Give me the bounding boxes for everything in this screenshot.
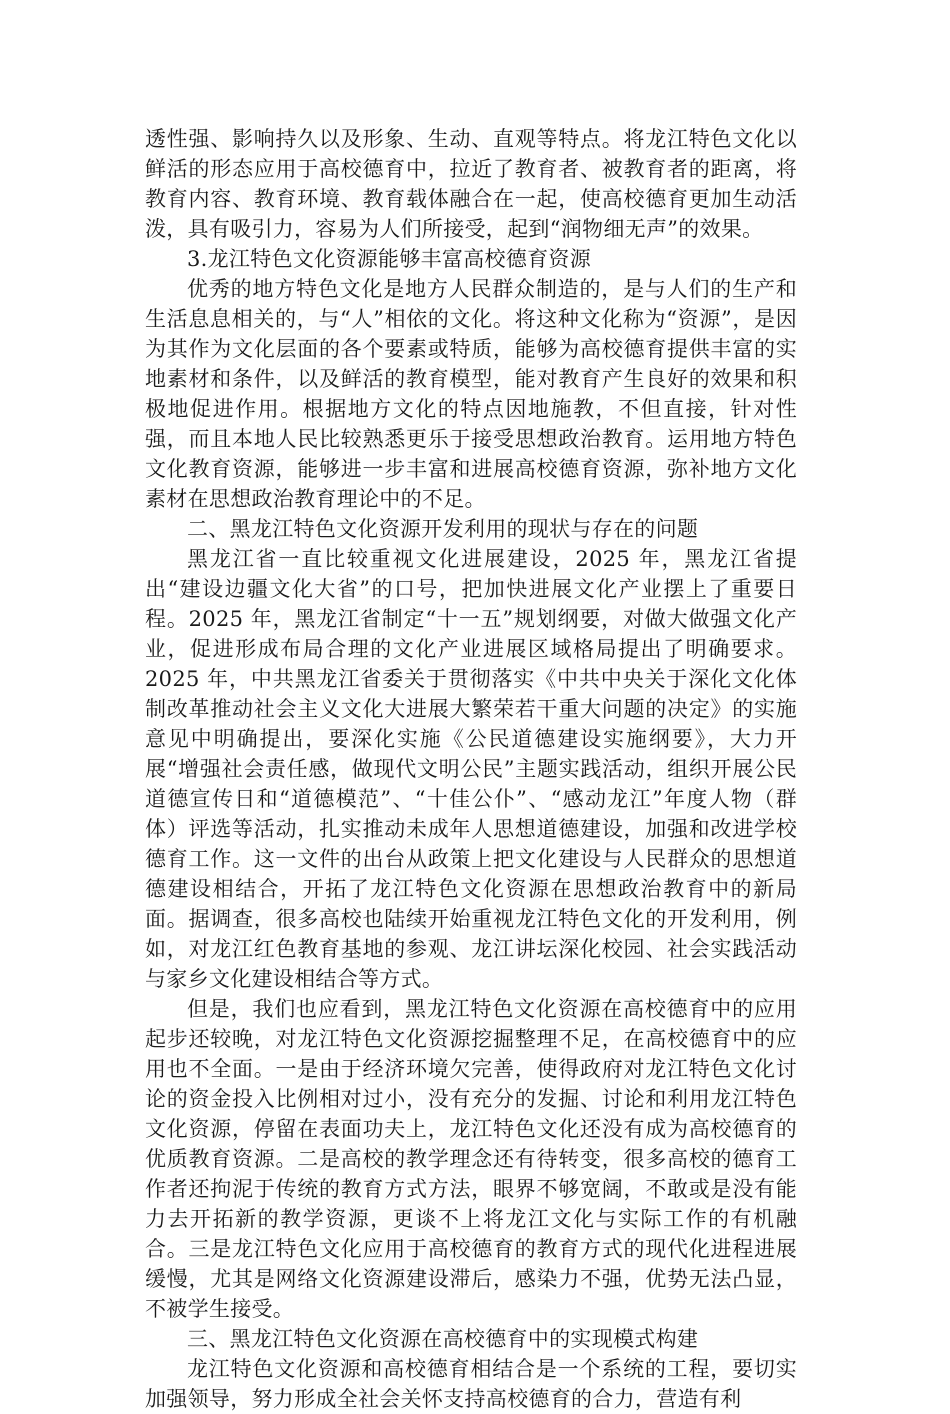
body-paragraph: 透性强、影响持久以及形象、生动、直观等特点。将龙江特色文化以鲜活的形态应用于高校德育中，拉近了教育者、被教育者的距离，将教育内容、教育环境、教育载体融合在一起，使高校德育更加生动活泼，具有吸引力，容易为人们所接受，起到“润物细无声”的效果。 (145, 127, 797, 241)
body-paragraph: 龙江特色文化资源和高校德育相结合是一个系统的工程，要切实加强领导，努力形成全社会关怀支持高校德育的合力，营造有利 (145, 1357, 797, 1411)
body-paragraph: 优秀的地方特色文化是地方人民群众制造的，是与人们的生产和生活息息相关的，与“人”相依的文化。将这种文化称为“资源”，是因为其作为文化层面的各个要素或特质，能够为高校德育提供丰富的实地素材和条件，以及鲜活的教育模型，能对教育产生良好的效果和积极地促进作用。根据地方文化的特点因地施教，不但直接，针对性强，而且本地人民比较熟悉更乐于接受思想政治教育。运用地方特色文化教育资源，能够进一步丰富和进展高校德育资源，弥补地方文化素材在思想政治教育理论中的不足。 (145, 277, 797, 511)
body-paragraph: 黑龙江省一直比较重视文化进展建设，2025 年，黑龙江省提出“建设边疆文化大省”的口号，把加快进展文化产业摆上了重要日程。2025 年，黑龙江省制定“十一五”规划纲要，对做大做强文化产业，促进形成布局合理的文化产业进展区域格局提出了明确要求。2025 年，中共黑龙江省委关于贯彻落实《中共中央关于深化文化体制改革推动社会主义文化大进展大繁荣若干重大问题的决定》的实施意见中明确提出，要深化实施《公民道德建设实施纲要》，大力开展“增强社会责任感，做现代文明公民”主题实践活动，组织开展公民道德宣传日和“道德模范”、“十佳公仆”、“感动龙江”年度人物（群体）评选等活动，扎实推动未成年人思想道德建设，加强和改进学校德育工作。这一文件的出台从政策上把文化建设与人民群众的思想道德建设相结合，开拓了龙江特色文化资源在思想政治教育中的新局面。据调查，很多高校也陆续开始重视龙江特色文化的开发利用，例如，对龙江红色教育基地的参观、龙江讲坛深化校园、社会实践活动与家乡文化建设相结合等方式。 (145, 547, 797, 991)
section-heading-3: 三、黑龙江特色文化资源在高校德育中的实现模式构建 (187, 1327, 699, 1351)
subheading-3: 3.龙江特色文化资源能够丰富高校德育资源 (187, 247, 592, 271)
body-paragraph: 但是，我们也应看到，黑龙江特色文化资源在高校德育中的应用起步还较晚，对龙江特色文化资源挖掘整理不足，在高校德育中的应用也不全面。一是由于经济环境欠完善，使得政府对龙江特色文化讨论的资金投入比例相对过小，没有充分的发掘、讨论和利用龙江特色文化资源，停留在表面功夫上，龙江特色文化还没有成为高校德育的优质教育资源。二是高校的教学理念还有待转变，很多高校的德育工作者还拘泥于传统的教育方式方法，眼界不够宽阔，不敢或是没有能力去开拓新的教学资源，更谈不上将龙江文化与实际工作的有机融合。三是龙江特色文化应用于高校德育的教育方式的现代化进程进展缓慢，尤其是网络文化资源建设滞后，感染力不强，优势无法凸显，不被学生接受。 (145, 997, 797, 1321)
section-heading-2: 二、黑龙江特色文化资源开发利用的现状与存在的问题 (187, 517, 699, 541)
document-page (145, 124, 797, 1414)
